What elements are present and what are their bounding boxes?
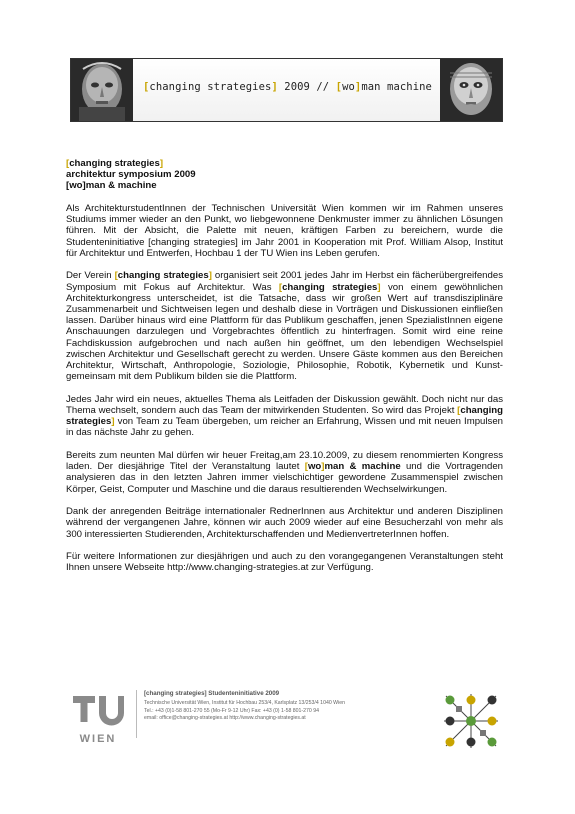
footer-divider <box>136 690 137 738</box>
banner-title-part: ] <box>271 81 278 93</box>
highlighted-term: [changing strategies] <box>114 270 212 282</box>
heading-block <box>66 158 503 192</box>
highlighted-term: [changing strategies] <box>278 281 381 293</box>
paragraph: Dank der anregenden Beiträge internationaler RednerInnen aus Architektur und anderen Disziplinen während der vergangenen Jahre, können wir auch 2009 wieder auf eine Besucherzahl von mehr als 300 interessierten Studierenden, Architekturschaffenden und MedienvertreterInnen hoffen. <box>66 506 503 540</box>
robot-face-image-right <box>440 59 502 121</box>
banner-title-part: 2009 // <box>277 81 336 93</box>
header-banner <box>70 58 503 122</box>
bracket-close: ] <box>159 158 164 169</box>
changing-strategies-logo <box>442 692 500 750</box>
svg-text:WIEN: WIEN <box>79 733 117 745</box>
banner-title-part: wo <box>342 81 355 93</box>
bracket-open: [ <box>66 158 70 169</box>
footer-address <box>144 690 424 723</box>
highlighted-term: [wo] <box>304 461 325 473</box>
banner-title-part: [ <box>335 81 343 93</box>
bold-term: man & machine <box>324 461 401 473</box>
banner-title <box>143 81 443 93</box>
letter-body <box>66 158 503 585</box>
paragraph: Für weitere Informationen zur diesjährigen und auch zu den vorangegangenen Veranstaltungen steht Ihnen unsere Webseite http://www.changing-strategies.at zur Verfügung. <box>66 551 503 574</box>
heading-line-3: [wo]man & machine <box>66 180 157 192</box>
heading-line-2: architektur symposium 2009 <box>66 169 196 181</box>
banner-title-part: man machine <box>361 81 432 93</box>
footer <box>66 688 503 748</box>
paragraph: Jedes Jahr wird ein neues, aktuelles Thema als Leitfaden der Diskussion gewählt. Doch nicht nur das Thema wechselt, sondern auch das Team der mitwirkenden Studenten. So wird das Projekt [changing strategies] von Team zu Team übergeben, um reicher an Erfahrung, Wissen und mit neuen Impulsen in das nächste Jahr zu gehen. <box>66 393 503 439</box>
tu-wien-logo <box>72 694 124 748</box>
footer-org: [changing strategies] Studenteninitiative 2009 <box>144 690 280 697</box>
highlighted-term: [changing strategies] <box>66 405 503 428</box>
banner-title-part: ] <box>354 81 362 93</box>
heading-line-1 <box>66 158 503 169</box>
robot-face-image-left <box>71 59 133 121</box>
paragraph: Der Verein [changing strategies] organisiert seit 2001 jedes Jahr im Herbst ein fächerübergreifendes Symposium mit Fokus auf Architektur. Was [changing strategies] von einem gewöhnlichen Architekturkongress unterscheidet, ist die Tatsache, dass wir großen Wert auf transdisziplinäre Zusammenarbeit und Sichtweisen legen und deshalb diese in Vorträgen und Diskussionen einfließen lassen. Darüber hinaus wird eine Plattform für das Publikum geschaffen, jenen SpezialistInnen eigene Anschauungen darzulegen und Vorgebrachtes öffentlich zu hinterfragen. Somit wird eine reine Fachdiskussion aufgebrochen und nach außen hin geöffnet, um den lebendigen Wechselspiel zwischen Architektur und Gesellschaft gerecht zu werden. Unsere Gäste kommen aus den Bereichen Architektur, Wirtschaft, Anthropologie, Soziologie, Philosophie, Robotik, Kybernetik und Kunst- gemeinsam mit dem Publikum bilden sie die Plattform. <box>66 270 503 383</box>
banner-title-part: [ <box>143 81 150 93</box>
heading-title: changing strategies <box>69 158 160 169</box>
footer-line-1: Technische Universität Wien, Institut für Hochbau 253/4, Karlsplatz 13/253/4 1040 Wien <box>144 700 345 707</box>
paragraph: Als ArchitekturstudentInnen der Technischen Universität Wien kommen wir im Rahmen unseres Studiums immer wieder an den Punkt, wo liebgewonnene Denkmuster immer zu ähnlichen Lösungen führen. Mit der Absicht, die Palette mit neuen, kräftigen Farben zu bereichern, wurde die Studenteninitiative [changing strategies] im Jahr 2001 in Kooperation mit Prof. William Alsop, Institut für Architektur und Entwerfen, Hochbau 1 der TU Wien ins Leben gerufen. <box>66 203 503 259</box>
paragraphs <box>66 203 503 574</box>
footer-line-2: Tel.: +43 (0)1-58 801-270 55 (Mo-Fr 9-12 Uhr) Fax: +43 (0) 1-58 801-270 94 <box>144 707 320 714</box>
paragraph: Bereits zum neunten Mal dürfen wir heuer Freitag,am 23.10.2009, zu diesem renommierten Kongress laden. Der diesjährige Titel der Veranstaltung lautet [wo]man & machine und die Vortragenden analysieren das in den letzten Jahren immer vielschichtiger gewordene Zusammenspiel zwischen Körper, Geist, Computer und Maschine und die daraus resultierenden Wechselwirkungen. <box>66 450 503 495</box>
footer-line-3: email: office@changing-strategies.at http://www.changing-strategies.at <box>144 715 306 722</box>
banner-title-part: changing strategies <box>149 81 272 93</box>
